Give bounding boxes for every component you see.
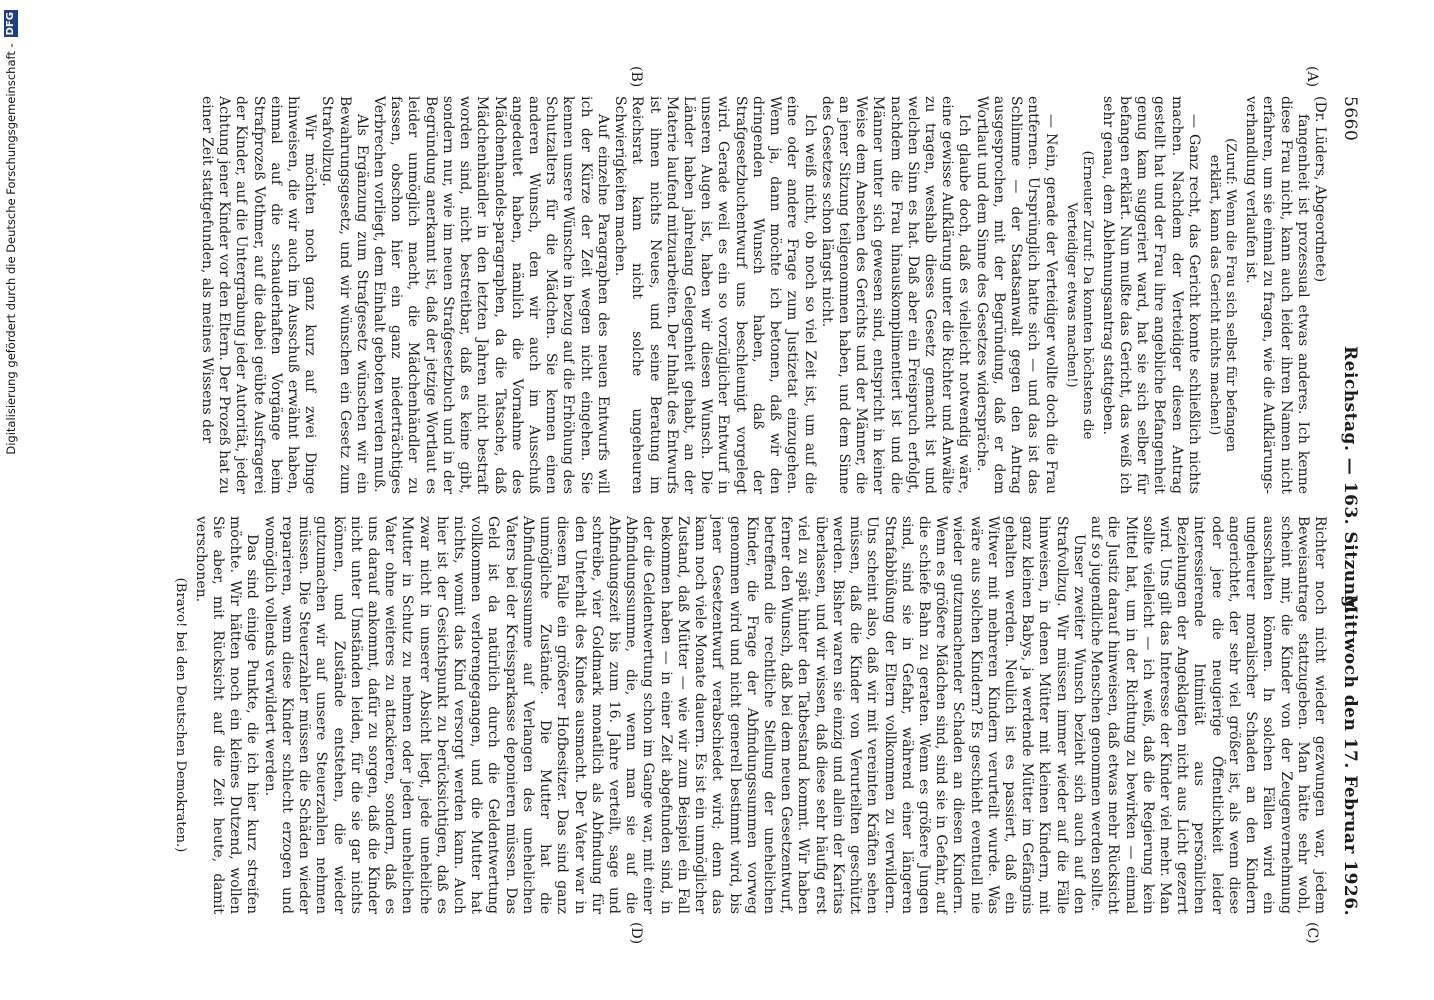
margin-mark-c: (C): [1304, 922, 1320, 944]
margin-mark-d: (D): [628, 922, 644, 945]
speaker-label: (Dr. Lüders, Abgeordnete): [1312, 96, 1328, 283]
paragraph: Wir möchten noch ganz kurz auf zwei Dinge hinweisen, die wir auch im Ausschuß erwähnt haben, einmal auf die schauderhaften Vorgänge beim Strafprozeß Vothmer, auf die dabei geübte Ausfragerei der Kinder, auf die Untergrabung jeder Autorität, jeder Achtung jener Kinder vor den Eltern. Der Prozeß hat zu einer Zeit stattgefunden, als meines Wissens der: [198, 96, 319, 494]
margin-mark-a: (A): [1304, 66, 1320, 88]
paragraph: Ich glaube doch, daß es vielleicht notwendig wäre, eine gewisse Aufklärung unter die Richter und Anwälte zu tragen, weshalb dieses Gesetz gemacht ist und welchen Sinn es hat. Daß aber ein Freispruch erfolgt, nachdem die Frau hinauskomplimentiert ist und die Männer unter sich gewesen sind, entspricht in keiner Weise dem Ansehen des Gerichts und der Männer, die an jener Sitzung teilgenommen haben, und dem Sinne des Gesetzes schon längst nicht.: [818, 96, 973, 494]
digitization-credit: Digitalisierung gefördert durch die Deutsche Forschungsgemeinschaft -: [4, 43, 18, 455]
page-number: 5660: [1340, 96, 1360, 142]
digitization-credit-sidebar: [0, 0, 22, 1000]
paragraph: Auf einzelne Paragraphen des neuen Entwurfs will ich der Kürze der Zeit wegen nicht eingehen. Sie kennen unsere Wünsche in bezug auf die Erhöhung des Schutzalters für die Mädchen. Sie kennen einen anderen Wunsch, den wir auch im Ausschuß angedeutet haben, nämlich die Vornahme des Mädchenhandels-paragraphen, da die Tatsache, daß Mädchenhändler in den letzten Jahren nicht bestraft worden sind, nicht bestreitbar, daß es keine gibt, sondern nur, wie im neuen Strafgesetzbuch und in der Begründung anerkannt ist, daß der jetzige Wortlaut es leider unmöglich macht, die Mädchenhändler zu fassen, obschon hier ein ganz niederträchtiges Verbrechen vorliegt, dem Einhalt geboten werden muß.: [371, 96, 611, 494]
left-column: [198, 96, 1328, 494]
paragraph: Ich weiß nicht, ob noch so viel Zeit ist, um auf die eine oder andere Frage zum Justizetat einzugehen. Wenn ja, dann möchte ich betonen, daß wir den dringenden Wunsch haben, daß der Strafgesetzbuchentwurf uns beschleunigt vorgelegt wird. Gerade weil es ein so vorzüglicher Entwurf in unseren Augen ist, haben wir diesen Wunsch. Die Länder haben jahrelang Gelegenheit gehabt, an der Materie laufend mitzuarbeiten. Der Inhalt des Entwurfs ist ihnen nichts Neues, und seine Beratung im Reichsrat kann nicht solche ungeheuren Schwierigkeiten machen.: [612, 96, 818, 494]
page-content: [134, 66, 1364, 945]
paragraph: Das sind einige Punkte, die ich hier kurz streifen möchte. Wir hätten noch ein kleines Dutzend, wollen Sie aber, mit Rücksicht auf die Zeit heute, damit verschonen.: [192, 516, 261, 914]
paragraph: Unser zweiter Wunsch bezieht sich auch auf den Strafvollzug. Wir müssen immer wieder auf die Fälle hinweisen, in denen Mütter mit kleinen Kindern, mit ganz kleinen Babys, ja werdende Mütter im Gefängnis gehalten werden. Neulich ist es passiert, daß ein Witwer mit mehreren Kindern verurteilt wurde. Was wäre aus solchen Kindern? Es geschieht eventuell nie wieder gutzumachender Schaden an diesen Kindern. Wenn es größere Mädchen sind, sind sie in Gefahr, auf die schiefe Bahn zu geraten. Wenn es größere Jungen sind, sind sie in Gefahr, während einer längeren Strafabbüßung der Eltern vollkommen zu verwildern. Uns scheint also, daß wir mit vereinten Kräften sehen müssen, daß die Kinder von Verurteilten geschützt werden. Bisher waren sie einzig und allein der Karitas überlassen, und wir wissen, daß diese sehr häufig erst viel zu spät hinter den Tatbestand kommt. Wir haben ferner den Wunsch, daß bei dem neuen Gesetzentwurf, betreffend die rechtliche Stellung der unehelichen Kinder, die Frage der Abfindungssummen vorweg genommen wird und nicht generell bestimmt wird, bis jener Gesetzentwurf verabschiedet wird; denn das kann noch viele Monate dauern. Es ist ein unmöglicher Zustand, daß Mütter — wie wir zum Beispiel ein Fall bekommen haben — in einer Zeit abgefunden sind, in der die Geldentwertung schon im Gange war, mit einer Abfindungssumme, die, wenn man sie auf die Abfindungszeit bis zum 16. Jahre verteilt, sage und schreibe, vier Goldmark monatlich als Abfindung für den Unterhalt des Kindes ausmacht. Der Vater war in diesem Falle ein größerer Hofbesitzer. Das sind ganz unmögliche Zustände. Die Mutter hat die Abfindungssumme auf Verlangen des unehelichen Vaters bei der Kreissparkasse deponieren müssen. Das Geld ist da natürlich durch die Geldentwertung vollkommen verlorengegangen, und die Mutter hat nichts, womit das Kind versorgt werden kann. Auch hier ist der Gesichtspunkt zu berücksichtigen, daß es zwar nicht in unserer Absicht liegt, jede uneheliche Mutter in Schutz zu nehmen oder jeden unehelichen Vater ohne weiteres zu attackieren, sondern, daß es uns darauf ankommt, dafür zu sorgen, daß die Kinder nicht unter Umständen leiden, für die sie gar nichts können, und Zustände entstehen, die wieder gutzumachen wir auf unsere Steuerzahlen nehmen müssen. Die Steuerzahler müssen die Schäden wieder reparieren, wenn diese Kinder schlecht erzogen und womöglich vollends verwildert werden.: [261, 516, 1087, 914]
interjection: (Zuruf: Wenn die Frau sich selbst für befangen erklärt, kann das Gericht nichts machen!): [1206, 138, 1238, 452]
page-header: [1336, 96, 1364, 916]
dfg-logo: DFG: [5, 12, 16, 36]
paragraph: — Nein, gerade der Verteidiger wollte doch die Frau entfernen. Ursprünglich hatte sich — und das ist das Schlimme — der Staatsanwalt gegen den Antrag ausgesprochen, mit der Begründung, daß er dem Wortlaut und dem Sinne des Gesetzes widerspräche.: [973, 96, 1059, 494]
paragraph: — Ganz recht, das Gericht konnte schließlich nichts machen. Nachdem der Verteidiger diesen Antrag gestellt hat und der Frau ihre angebliche Befangenheit genug kam suggeriert ward, hat sie sich selber für befangen erklärt. Nun mußte das Gericht, das weiß ich sehr genau, dem Ablehnungsantrag stattgeben.: [1099, 96, 1202, 494]
right-column: [168, 516, 1328, 914]
margin-mark-b: (B): [628, 66, 644, 88]
interjection: (Erneuter Zuruf: Da konnten höchstens die Verteidiger etwas machen!): [1063, 150, 1095, 440]
paragraph: fangenheit ist prozessual etwas anderes. Ich kenne diese Frau nicht, kann auch leider ihren Namen nicht erfahren, um sie einmal zu fragen, wie die Aufklärungs-verhandlung verlaufen ist.: [1243, 96, 1311, 494]
session-date: Mittwoch den 17. Februar 1926.: [1340, 594, 1360, 916]
paragraph: Richter noch nicht wieder gezwungen war, jedem Beweisantrage stattzugeben. Man hätte sehr wohl, scheint mir, die Kinder von der Zeugenvernehmung ausschalten können. In solchen Fällen wird ein ungeheurer moralischer Schaden an den Kindern angerichtet, der sehr viel größer ist, als wenn diese oder jene die neugierige Öffentlichkeit leider interessierende Intimität aus persönlichen Beziehungen der Angeklagten nicht aus Licht gezerrt wird. Uns gilt das Interesse der Kinder viel mehr. Man sollte vielleicht — ich weiß, daß die Regierung kein Mittel hat, um in der Richtung zu bewirken — einmal die Justiz darauf hinweisen, daß etwas mehr Rücksicht auf so jugendliche Menschen genommen werden sollte.: [1088, 516, 1328, 914]
paragraph: Als Ergänzung zum Strafgesetz wünschen wir ein Bewahrungsgesetz, und wir wünschen ein Gesetz zum Strafvollzug.: [319, 96, 370, 494]
session-title: Reichstag. — 163. Sitzung.: [1340, 346, 1360, 615]
applause-note: (Bravo! bei den Deutschen Demokraten.): [172, 577, 188, 853]
